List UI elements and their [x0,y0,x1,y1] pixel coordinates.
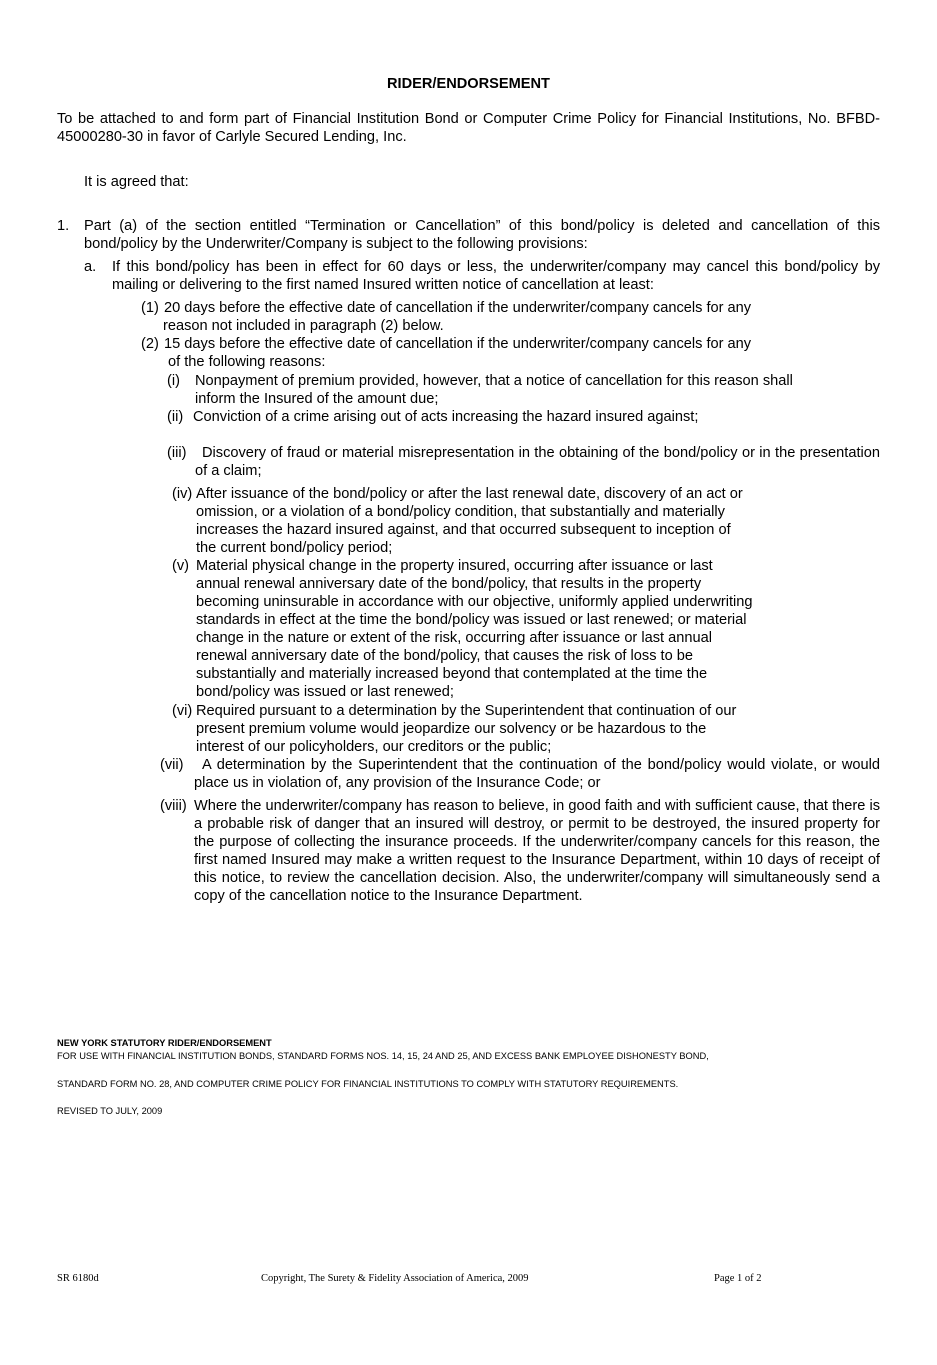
intro-paragraph: To be attached to and form part of Financial Institution Bond or Computer Crime Policy for Financial Institutions, No. BFBD-45000280-30 in favor of Carlyle Secured Lending, Inc. [57,111,880,145]
reason-v-label: (v) [172,558,190,574]
reason-iv-line: omission, or a violation of a bond/policy condition, that substantially and materially [196,504,725,520]
reason-iv-line: increases the hazard insured against, and that occurred subsequent to inception of [196,522,731,538]
reason-v-line: substantially and materially increased beyond that contemplated at the time the [196,666,708,682]
reason-vi-line: Required pursuant to a determination by the Superintendent that continuation of our [196,703,737,719]
footer-heading: NEW YORK STATUTORY RIDER/ENDORSEMENT [57,1038,272,1048]
reason-v-line: annual renewal anniversary date of the bond/policy, that results in the property [196,576,702,592]
reason-i-label: (i) [167,373,180,389]
page-number: Page 1 of 2 [714,1273,762,1284]
reason-viii-label: (viii) [160,798,187,814]
item-a-label: a. [84,259,97,275]
form-number: SR 6180d [57,1273,99,1284]
reason-iii-label: (iii) [167,445,187,461]
reason-iii-text: Discovery of fraud or material misrepresentation in the obtaining of the bond/policy or in the presentation of a claim; [195,445,880,479]
item-1-text: Part (a) of the section entitled “Termination or Cancellation” of this bond/policy is deleted and cancellation of this bond/policy by the Underwriter/Company is subject to the following provisions: [84,218,880,252]
item-a-text: If this bond/policy has been in effect for 60 days or less, the underwriter/company may cancel this bond/policy by mailing or delivering to the first named Insured written notice of cancellation at least: [112,259,880,293]
page-title: RIDER/ENDORSEMENT [387,76,550,92]
paragraph-2-line: of the following reasons: [168,354,326,370]
reason-iv-label: (iv) [172,486,193,502]
paragraph-2-line: 15 days before the effective date of cancellation if the underwriter/company cancels for any [164,336,752,352]
reason-iv-line: After issuance of the bond/policy or after the last renewal date, discovery of an act or [196,486,743,502]
footer-revised: REVISED TO JULY, 2009 [57,1106,163,1116]
reason-vi-line: present premium volume would jeopardize our solvency or be hazardous to the [196,721,707,737]
reason-ii-label: (ii) [167,409,184,425]
reason-vii-text: A determination by the Superintendent that the continuation of the bond/policy would violate, or would place us in violation of, any provision of the Insurance Code; or [194,757,880,791]
reason-vi-line: interest of our policyholders, our creditors or the public; [196,739,552,755]
reason-v-line: becoming uninsurable in accordance with our objective, uniformly applied underwriting [196,594,753,610]
paragraph-1-label: (1) [141,300,159,316]
reason-iv-line: the current bond/policy period; [196,540,393,556]
copyright-notice: Copyright, The Surety & Fidelity Association of America, 2009 [261,1273,529,1284]
reason-vii-label: (vii) [160,757,184,773]
reason-v-line: bond/policy was issued or last renewed; [196,684,454,700]
item-1-number: 1. [57,218,70,234]
reason-i-line: Nonpayment of premium provided, however, that a notice of cancellation for this reason shall [195,373,793,389]
reason-ii-line: Conviction of a crime arising out of acts increasing the hazard insured against; [193,409,699,425]
reason-i-line: inform the Insured of the amount due; [195,391,439,407]
footer-usage-line: STANDARD FORM NO. 28, AND COMPUTER CRIME POLICY FOR FINANCIAL INSTITUTIONS TO COMPLY WITH STATUTORY REQUIREMENTS. [57,1079,679,1089]
footer-usage-line: FOR USE WITH FINANCIAL INSTITUTION BONDS, STANDARD FORMS NOS. 14, 15, 24 AND 25, AND EXCESS BANK EMPLOYEE DISHONESTY BOND, [57,1051,709,1061]
reason-v-line: renewal anniversary date of the bond/policy, that causes the risk of loss to be [196,648,694,664]
reason-v-line: Material physical change in the property insured, occurring after issuance or last [196,558,713,574]
paragraph-1-line: reason not included in paragraph (2) below. [163,318,444,334]
agreed-statement: It is agreed that: [84,174,189,190]
reason-v-line: change in the nature or extent of the risk, occurring after issuance or last annual [196,630,712,646]
paragraph-2-label: (2) [141,336,159,352]
reason-vi-label: (vi) [172,703,193,719]
reason-v-line: standards in effect at the time the bond/policy was issued or last renewed; or material [196,612,747,628]
paragraph-1-line: 20 days before the effective date of cancellation if the underwriter/company cancels for any [164,300,752,316]
reason-viii-text: Where the underwriter/company has reason to believe, in good faith and with sufficient cause, that there is a probable risk of danger that an insured will destroy, or permit to be destroyed, the insured property for the purpose of collecting the insurance proceeds. If the underwriter/company cancels for this reason, the first named Insured may make a written request to the Insurance Department, within 10 days of receipt of this notice, to review the cancellation decision. Also, the underwriter/company will simultaneously send a copy of the cancellation notice to the Insurance Department. [194,798,880,904]
